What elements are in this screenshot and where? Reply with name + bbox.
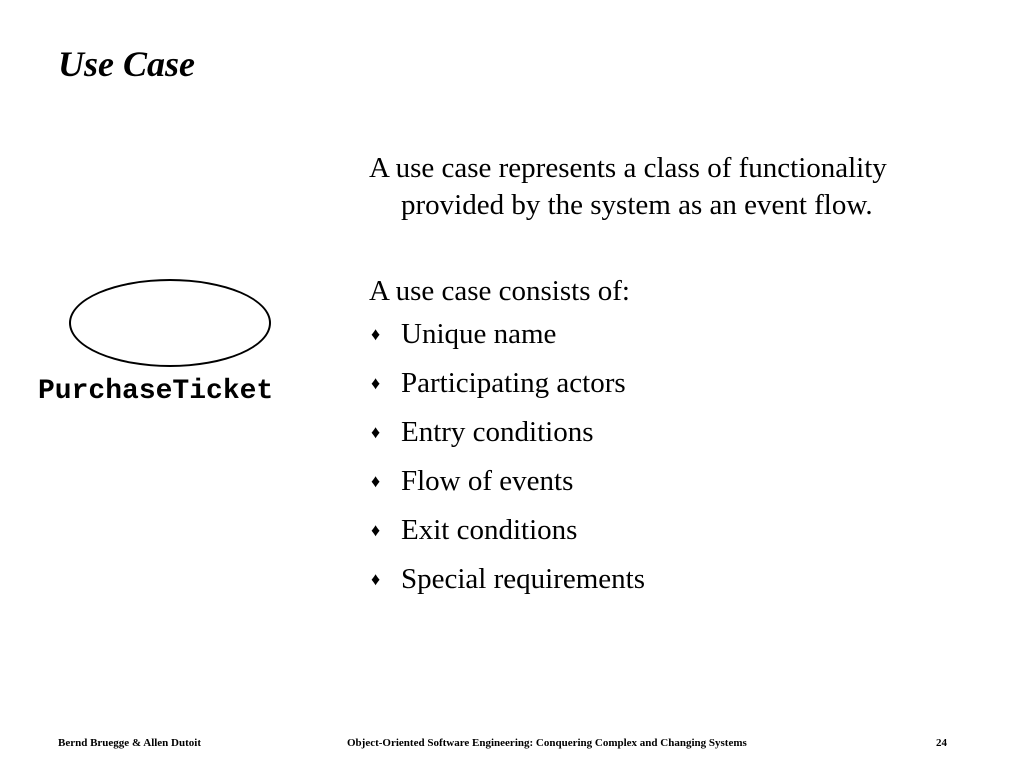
footer-page-number: 24 [936,737,947,749]
paragraph-spacer [369,224,969,273]
footer-authors: Bernd Bruegge & Allen Dutoit [58,737,201,749]
diamond-bullet-icon: ♦ [371,569,381,589]
slide-title: Use Case [58,44,195,84]
list-item-label: Unique name [401,318,557,350]
use-case-diagram [30,270,340,420]
list-item-label: Exit conditions [401,514,578,546]
diamond-bullet-icon: ♦ [371,422,381,442]
list-item [369,359,969,408]
list-item-label: Special requirements [401,563,645,595]
slide-content [369,150,969,604]
definition-paragraph: A use case represents a class of functionality provided by the system as an event flow. [369,152,887,221]
list-item-label: Participating actors [401,367,626,399]
diamond-bullet-icon: ♦ [371,520,381,540]
use-case-ellipse [69,279,271,367]
consists-intro: A use case consists of: [369,275,630,307]
list-item [369,506,969,555]
diamond-bullet-icon: ♦ [371,324,381,344]
diamond-bullet-icon: ♦ [371,373,381,393]
use-case-name-label: PurchaseTicket [38,376,274,407]
list-item-label: Entry conditions [401,416,594,448]
list-item [369,555,969,604]
list-item [369,408,969,457]
list-item [369,310,969,359]
list-item [369,457,969,506]
components-list [369,310,969,604]
list-item-label: Flow of events [401,465,574,497]
footer-book-title: Object-Oriented Software Engineering: Conquering Complex and Changing Systems [347,737,747,749]
diamond-bullet-icon: ♦ [371,471,381,491]
